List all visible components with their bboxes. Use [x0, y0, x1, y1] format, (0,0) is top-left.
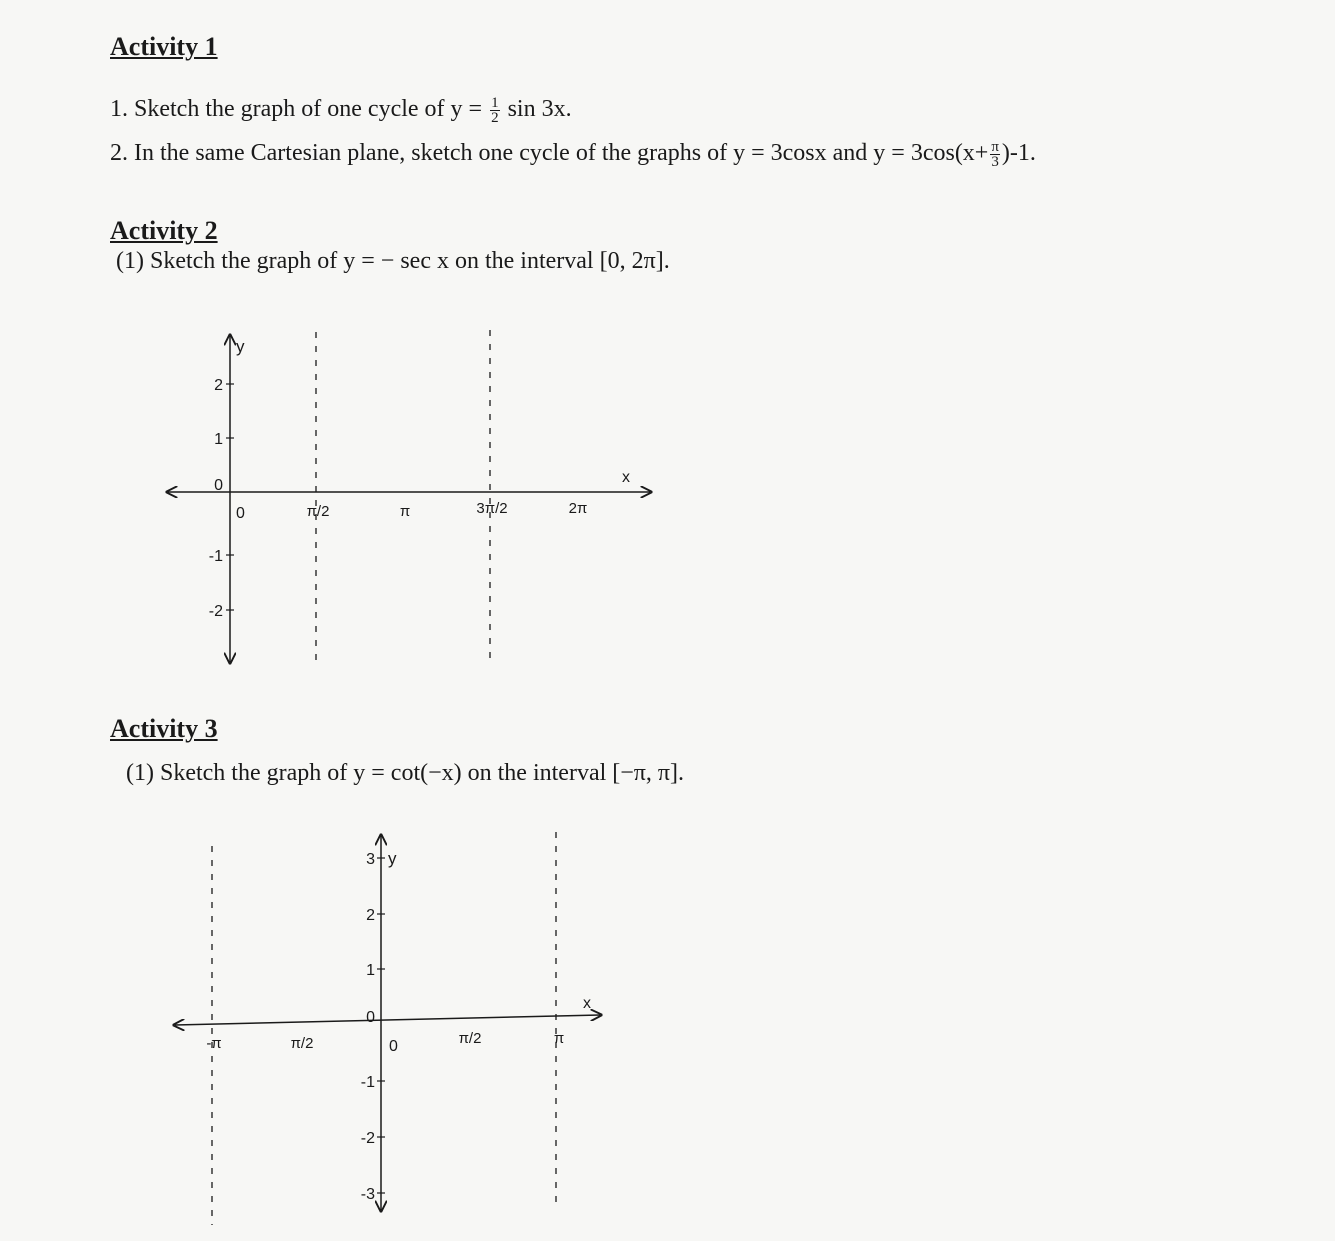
- q2-fraction-num: π: [991, 139, 999, 155]
- activity1-heading: Activity 1: [110, 32, 218, 61]
- a3-y-label: y: [388, 849, 397, 868]
- activity3-question-1: (1) Sketch the graph of y = cot(−x) on the interval [−π, π].: [126, 760, 685, 786]
- a3-ytick-3: 3: [366, 851, 375, 868]
- a3-xtick-pi-over-2: π/2: [458, 1030, 482, 1047]
- activity3-heading: Activity 3: [110, 714, 218, 743]
- q1-fraction-num: 1: [491, 95, 499, 111]
- a2-xtick-2pi: 2π: [568, 500, 588, 517]
- a2-ytick-2: 2: [214, 377, 223, 394]
- a3-xtick-pi: π: [553, 1030, 565, 1047]
- a3-xtick-minus-pi-over-2: π/2: [290, 1035, 314, 1052]
- activity2-heading: Activity 2: [110, 216, 218, 245]
- a2-ytick-1: 1: [214, 431, 223, 448]
- a3-ytick-m2: -2: [360, 1130, 375, 1147]
- a2-xtick-pi: π: [399, 503, 411, 520]
- a3-ytick-0: 0: [366, 1009, 375, 1026]
- a3-xtick-minus-pi: -π: [206, 1035, 222, 1052]
- a3-ytick-2: 2: [366, 907, 375, 924]
- a2-ytick-m1: -1: [208, 548, 223, 565]
- a2-xtick-3pi-over-2: 3π/2: [476, 500, 508, 517]
- q1-prefix: 1. Sketch the graph of one cycle of y =: [110, 96, 483, 123]
- a2-x-label: x: [622, 469, 630, 486]
- activity2-graph: [168, 330, 650, 662]
- q1-fraction-den: 2: [491, 110, 499, 126]
- q2-fraction-den: 3: [991, 154, 999, 170]
- q2-prefix: 2. In the same Cartesian plane, sketch one cycle of the graphs of y = 3cosx and y = 3cos(x+: [110, 140, 989, 167]
- q2-suffix: )-1.: [1001, 140, 1036, 167]
- a2-xtick-pi-over-2: π/2: [306, 503, 330, 520]
- a2-origin-label: 0: [236, 505, 245, 522]
- a2-ytick-m2: -2: [208, 603, 223, 620]
- a2-ytick-0: 0: [214, 477, 223, 494]
- a3-ytick-m3: -3: [360, 1186, 375, 1203]
- a3-origin-label: 0: [389, 1038, 398, 1055]
- activity3-graph: [175, 832, 600, 1225]
- q1-suffix: sin 3x.: [507, 96, 572, 123]
- a3-ytick-m1: -1: [360, 1074, 375, 1091]
- a2-y-label: y: [236, 337, 245, 356]
- a3-x-axis: [175, 1015, 600, 1025]
- a3-ytick-1: 1: [366, 962, 375, 979]
- a3-x-label: x: [583, 995, 591, 1012]
- activity2-question-1: (1) Sketch the graph of y = − sec x on the interval [0, 2π].: [116, 248, 670, 274]
